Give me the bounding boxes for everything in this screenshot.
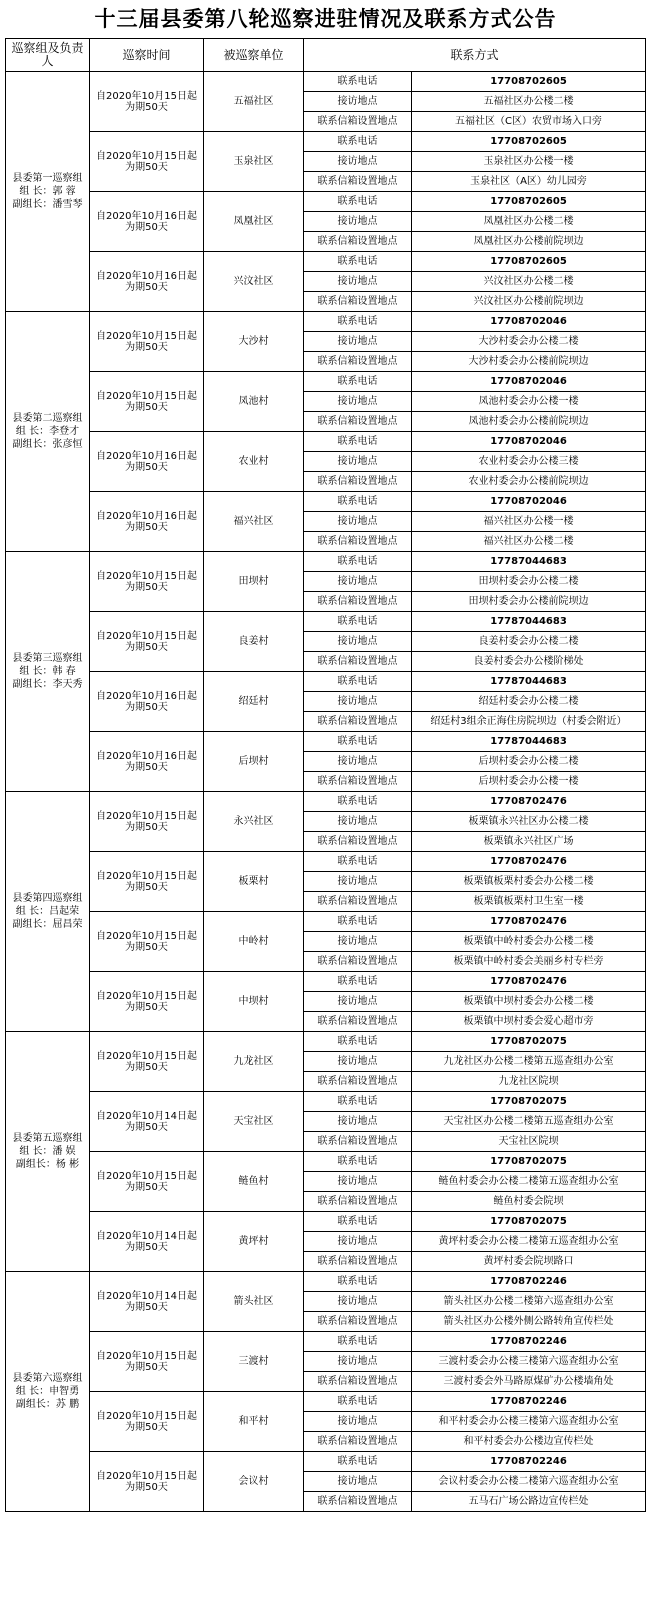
contact-label-cell: 联系信箱设置地点 [304, 892, 412, 912]
inspection-time-line: 自2020年10月15日起 [96, 810, 197, 822]
inspection-time-line: 为期50天 [125, 941, 168, 953]
inspection-time-line: 为期50天 [125, 1241, 168, 1253]
inspection-time-line: 自2020年10月15日起 [96, 1050, 197, 1062]
contact-label-cell: 联系信箱设置地点 [304, 1432, 412, 1452]
contact-phone-cell: 17708702075 [412, 1092, 646, 1112]
header-unit: 被巡察单位 [204, 39, 304, 72]
inspection-time-line: 自2020年10月15日起 [96, 1410, 197, 1422]
visit-location-cell: 凤凰社区办公楼二楼 [412, 212, 646, 232]
contact-label-cell: 联系电话 [304, 972, 412, 992]
contact-label-cell: 联系信箱设置地点 [304, 712, 412, 732]
inspection-time-cell [90, 312, 204, 372]
visit-location-cell: 三渡村委会办公楼三楼第六巡查组办公室 [412, 1352, 646, 1372]
inspected-unit-cell: 田坝村 [204, 552, 304, 612]
table-header-row [6, 39, 646, 72]
visit-location-cell: 黄坪村委会办公楼二楼第五巡查组办公室 [412, 1232, 646, 1252]
inspection-time-line: 为期50天 [125, 581, 168, 593]
contact-label-cell: 联系信箱设置地点 [304, 172, 412, 192]
contact-label-cell: 联系信箱设置地点 [304, 1492, 412, 1512]
contact-label-cell: 接访地点 [304, 1292, 412, 1312]
contact-label-cell: 接访地点 [304, 692, 412, 712]
mailbox-location-cell: 箭头社区办公楼外侧公路转角宣传栏处 [412, 1312, 646, 1332]
visit-location-cell: 板栗镇中坝村委会办公楼二楼 [412, 992, 646, 1012]
contact-label-cell: 接访地点 [304, 92, 412, 112]
inspected-unit-cell: 中岭村 [204, 912, 304, 972]
contact-label-cell: 接访地点 [304, 1352, 412, 1372]
inspected-unit-cell: 兴汶社区 [204, 252, 304, 312]
contact-label-cell: 联系电话 [304, 1152, 412, 1172]
inspected-unit-cell: 和平村 [204, 1392, 304, 1452]
inspected-unit-cell: 板栗村 [204, 852, 304, 912]
contact-phone-cell: 17787044683 [412, 612, 646, 632]
inspected-unit-cell: 五福社区 [204, 72, 304, 132]
contact-label-cell: 联系信箱设置地点 [304, 1252, 412, 1272]
mailbox-location-cell: 大沙村委会办公楼前院坝边 [412, 352, 646, 372]
mailbox-location-cell: 三渡村委会外马路原煤矿办公楼墙角处 [412, 1372, 646, 1392]
mailbox-location-cell: 板栗镇永兴社区广场 [412, 832, 646, 852]
inspection-group-cell [6, 1032, 90, 1272]
contact-phone-cell: 17708702476 [412, 912, 646, 932]
table-row [6, 492, 646, 512]
inspection-time-cell [90, 1092, 204, 1152]
inspection-time-line: 为期50天 [125, 1301, 168, 1313]
inspection-time-cell [90, 1392, 204, 1452]
inspection-time-line: 为期50天 [125, 461, 168, 473]
contact-label-cell: 联系电话 [304, 252, 412, 272]
visit-location-cell: 福兴社区办公楼一楼 [412, 512, 646, 532]
contact-label-cell: 联系信箱设置地点 [304, 292, 412, 312]
inspection-time-line: 为期50天 [125, 1121, 168, 1133]
contact-label-cell: 联系电话 [304, 492, 412, 512]
inspection-time-line: 自2020年10月14日起 [96, 1290, 197, 1302]
inspection-time-line: 自2020年10月15日起 [96, 870, 197, 882]
inspection-time-line: 为期50天 [125, 101, 168, 113]
contact-label-cell: 联系电话 [304, 612, 412, 632]
visit-location-cell: 田坝村委会办公楼二楼 [412, 572, 646, 592]
mailbox-location-cell: 五福社区（C区）农贸市场入口旁 [412, 112, 646, 132]
contact-label-cell: 接访地点 [304, 572, 412, 592]
contact-phone-cell: 17708702075 [412, 1032, 646, 1052]
mailbox-location-cell: 鲢鱼村委会院坝 [412, 1192, 646, 1212]
table-row [6, 972, 646, 992]
table-row [6, 792, 646, 812]
contact-label-cell: 联系信箱设置地点 [304, 112, 412, 132]
inspected-unit-cell: 农业村 [204, 432, 304, 492]
contact-label-cell: 联系电话 [304, 132, 412, 152]
inspection-time-cell [90, 72, 204, 132]
table-row [6, 1272, 646, 1292]
mailbox-location-cell: 和平村委会办公楼边宣传栏处 [412, 1432, 646, 1452]
table-row [6, 672, 646, 692]
contact-label-cell: 联系电话 [304, 852, 412, 872]
table-row [6, 432, 646, 452]
inspection-group-cell [6, 1272, 90, 1512]
mailbox-location-cell: 板栗镇中岭村委会美丽乡村专栏旁 [412, 952, 646, 972]
inspected-unit-cell: 玉泉社区 [204, 132, 304, 192]
inspection-time-line: 为期50天 [125, 521, 168, 533]
group-leader-line: 组 长：潘 娱 [19, 1146, 76, 1157]
inspected-unit-cell: 中坝村 [204, 972, 304, 1032]
mailbox-location-cell: 绍廷村3组余正海住房院坝边（村委会附近） [412, 712, 646, 732]
table-row [6, 372, 646, 392]
mailbox-location-cell: 九龙社区院坝 [412, 1072, 646, 1092]
visit-location-cell: 后坝村委会办公楼二楼 [412, 752, 646, 772]
group-leader-line: 县委第六巡察组 [12, 1373, 83, 1384]
inspection-time-line: 自2020年10月15日起 [96, 930, 197, 942]
inspection-time-line: 自2020年10月15日起 [96, 990, 197, 1002]
contact-label-cell: 联系电话 [304, 732, 412, 752]
contact-label-cell: 联系信箱设置地点 [304, 1192, 412, 1212]
visit-location-cell: 箭头社区办公楼二楼第六巡查组办公室 [412, 1292, 646, 1312]
inspected-unit-cell: 福兴社区 [204, 492, 304, 552]
contact-label-cell: 接访地点 [304, 812, 412, 832]
table-row [6, 732, 646, 752]
header-group: 巡察组及负责人 [6, 39, 90, 72]
inspection-time-cell [90, 972, 204, 1032]
inspection-time-line: 自2020年10月15日起 [96, 330, 197, 342]
inspection-group-cell [6, 312, 90, 552]
group-leader-line: 组 长：郭 蓉 [19, 186, 76, 197]
visit-location-cell: 农业村委会办公楼三楼 [412, 452, 646, 472]
inspection-time-line: 自2020年10月15日起 [96, 1350, 197, 1362]
inspection-group-cell [6, 552, 90, 792]
contact-label-cell: 联系电话 [304, 192, 412, 212]
inspection-time-line: 为期50天 [125, 1481, 168, 1493]
table-row [6, 1332, 646, 1352]
inspection-time-line: 为期50天 [125, 281, 168, 293]
contact-phone-cell: 17708702605 [412, 252, 646, 272]
inspection-time-cell [90, 492, 204, 552]
contact-phone-cell: 17708702476 [412, 852, 646, 872]
contact-phone-cell: 17708702046 [412, 372, 646, 392]
inspection-time-line: 为期50天 [125, 1061, 168, 1073]
inspection-time-cell [90, 1332, 204, 1392]
visit-location-cell: 板栗镇永兴社区办公楼二楼 [412, 812, 646, 832]
inspection-time-cell [90, 1212, 204, 1272]
contact-label-cell: 联系信箱设置地点 [304, 1012, 412, 1032]
mailbox-location-cell: 农业村委会办公楼前院坝边 [412, 472, 646, 492]
inspection-time-line: 为期50天 [125, 761, 168, 773]
table-row [6, 1152, 646, 1172]
inspected-unit-cell: 天宝社区 [204, 1092, 304, 1152]
visit-location-cell: 五福社区办公楼二楼 [412, 92, 646, 112]
contact-label-cell: 联系电话 [304, 1212, 412, 1232]
inspected-unit-cell: 会议村 [204, 1452, 304, 1512]
contact-label-cell: 联系信箱设置地点 [304, 412, 412, 432]
contact-label-cell: 联系电话 [304, 672, 412, 692]
contact-label-cell: 联系电话 [304, 312, 412, 332]
contact-phone-cell: 17787044683 [412, 672, 646, 692]
visit-location-cell: 玉泉社区办公楼一楼 [412, 152, 646, 172]
contact-label-cell: 联系电话 [304, 1332, 412, 1352]
contact-phone-cell: 17708702476 [412, 972, 646, 992]
group-leader-line: 县委第二巡察组 [12, 413, 83, 424]
inspection-time-line: 为期50天 [125, 1361, 168, 1373]
group-leader-line: 副组长：苏 鹏 [15, 1399, 80, 1410]
visit-location-cell: 板栗镇中岭村委会办公楼二楼 [412, 932, 646, 952]
inspection-time-line: 为期50天 [125, 641, 168, 653]
contact-label-cell: 接访地点 [304, 632, 412, 652]
group-leader-line: 县委第五巡察组 [12, 1133, 83, 1144]
inspection-time-line: 自2020年10月15日起 [96, 150, 197, 162]
contact-phone-cell: 17708702605 [412, 192, 646, 212]
table-row [6, 312, 646, 332]
inspection-time-line: 自2020年10月16日起 [96, 270, 197, 282]
contact-label-cell: 联系信箱设置地点 [304, 1372, 412, 1392]
contact-label-cell: 联系信箱设置地点 [304, 532, 412, 552]
contact-phone-cell: 17708702046 [412, 312, 646, 332]
inspection-time-line: 自2020年10月14日起 [96, 1110, 197, 1122]
inspection-group-cell [6, 72, 90, 312]
table-row [6, 132, 646, 152]
visit-location-cell: 良姜村委会办公楼二楼 [412, 632, 646, 652]
contact-label-cell: 接访地点 [304, 1232, 412, 1252]
contact-phone-cell: 17708702246 [412, 1332, 646, 1352]
group-leader-line: 副组长：李天秀 [12, 679, 83, 690]
contact-phone-cell: 17708702046 [412, 492, 646, 512]
inspection-time-line: 为期50天 [125, 221, 168, 233]
inspection-time-line: 自2020年10月15日起 [96, 1470, 197, 1482]
inspected-unit-cell: 凤池村 [204, 372, 304, 432]
inspection-time-line: 自2020年10月16日起 [96, 750, 197, 762]
group-leader-line: 组 长：韩 春 [19, 666, 76, 677]
visit-location-cell: 板栗镇板栗村委会办公楼二楼 [412, 872, 646, 892]
contact-label-cell: 联系电话 [304, 1392, 412, 1412]
table-row [6, 1392, 646, 1412]
inspected-unit-cell: 三渡村 [204, 1332, 304, 1392]
group-leader-line: 副组长：杨 彬 [15, 1159, 80, 1170]
contact-phone-cell: 17708702605 [412, 132, 646, 152]
contact-label-cell: 联系电话 [304, 912, 412, 932]
mailbox-location-cell: 玉泉社区（A区）幼儿园旁 [412, 172, 646, 192]
visit-location-cell: 凤池村委会办公楼一楼 [412, 392, 646, 412]
contact-label-cell: 联系电话 [304, 792, 412, 812]
group-leader-line: 县委第四巡察组 [12, 893, 83, 904]
contact-phone-cell: 17708702046 [412, 432, 646, 452]
visit-location-cell: 会议村委会办公楼二楼第六巡查组办公室 [412, 1472, 646, 1492]
inspected-unit-cell: 绍廷村 [204, 672, 304, 732]
contact-label-cell: 联系信箱设置地点 [304, 1132, 412, 1152]
visit-location-cell: 和平村委会办公楼三楼第六巡查组办公室 [412, 1412, 646, 1432]
group-leader-line: 县委第一巡察组 [12, 173, 83, 184]
group-leader-line: 组 长：申智勇 [15, 1386, 80, 1397]
table-row [6, 192, 646, 212]
inspection-time-line: 为期50天 [125, 161, 168, 173]
inspection-group-cell [6, 792, 90, 1032]
inspection-time-line: 为期50天 [125, 1181, 168, 1193]
mailbox-location-cell: 凤池村委会办公楼前院坝边 [412, 412, 646, 432]
inspection-time-cell [90, 792, 204, 852]
inspected-unit-cell: 黄坪村 [204, 1212, 304, 1272]
inspection-time-cell [90, 1452, 204, 1512]
inspection-time-line: 自2020年10月16日起 [96, 690, 197, 702]
inspection-time-cell [90, 672, 204, 732]
contact-label-cell: 联系信箱设置地点 [304, 232, 412, 252]
inspection-time-line: 自2020年10月15日起 [96, 90, 197, 102]
contact-label-cell: 联系信箱设置地点 [304, 1312, 412, 1332]
visit-location-cell: 九龙社区办公楼二楼第五巡查组办公室 [412, 1052, 646, 1072]
contact-label-cell: 联系电话 [304, 552, 412, 572]
contact-label-cell: 联系电话 [304, 1272, 412, 1292]
inspection-time-cell [90, 1272, 204, 1332]
inspected-unit-cell: 九龙社区 [204, 1032, 304, 1092]
inspection-time-line: 为期50天 [125, 701, 168, 713]
contact-phone-cell: 17787044683 [412, 732, 646, 752]
inspection-time-cell [90, 732, 204, 792]
group-leader-line: 组 长：吕起荣 [15, 906, 80, 917]
mailbox-location-cell: 板栗镇中坝村委会爱心超市旁 [412, 1012, 646, 1032]
mailbox-location-cell: 良姜村委会办公楼阶梯处 [412, 652, 646, 672]
inspected-unit-cell: 良姜村 [204, 612, 304, 672]
group-leader-line: 组 长：李登才 [15, 426, 80, 437]
contact-label-cell: 接访地点 [304, 1472, 412, 1492]
header-time: 巡察时间 [90, 39, 204, 72]
table-row [6, 612, 646, 632]
table-row [6, 552, 646, 572]
inspected-unit-cell: 大沙村 [204, 312, 304, 372]
contact-label-cell: 接访地点 [304, 152, 412, 172]
contact-label-cell: 接访地点 [304, 1172, 412, 1192]
table-row [6, 852, 646, 872]
contact-label-cell: 联系信箱设置地点 [304, 1072, 412, 1092]
visit-location-cell: 兴汶社区办公楼二楼 [412, 272, 646, 292]
inspection-time-line: 为期50天 [125, 1001, 168, 1013]
inspection-time-cell [90, 1152, 204, 1212]
contact-phone-cell: 17708702075 [412, 1212, 646, 1232]
contact-phone-cell: 17708702075 [412, 1152, 646, 1172]
inspection-time-line: 自2020年10月15日起 [96, 570, 197, 582]
inspection-time-line: 自2020年10月16日起 [96, 510, 197, 522]
group-leader-line: 副组长：屈昌荣 [12, 919, 83, 930]
inspection-time-line: 为期50天 [125, 1421, 168, 1433]
contact-label-cell: 接访地点 [304, 392, 412, 412]
contact-phone-cell: 17708702476 [412, 792, 646, 812]
inspection-time-cell [90, 432, 204, 492]
visit-location-cell: 大沙村委会办公楼二楼 [412, 332, 646, 352]
contact-label-cell: 接访地点 [304, 332, 412, 352]
contact-phone-cell: 17708702246 [412, 1272, 646, 1292]
contact-label-cell: 接访地点 [304, 212, 412, 232]
contact-label-cell: 联系信箱设置地点 [304, 772, 412, 792]
contact-label-cell: 接访地点 [304, 932, 412, 952]
contact-label-cell: 接访地点 [304, 1052, 412, 1072]
contact-label-cell: 联系信箱设置地点 [304, 592, 412, 612]
contact-label-cell: 联系电话 [304, 1452, 412, 1472]
table-row [6, 1452, 646, 1472]
contact-phone-cell: 17708702246 [412, 1452, 646, 1472]
mailbox-location-cell: 田坝村委会办公楼前院坝边 [412, 592, 646, 612]
contact-label-cell: 联系信箱设置地点 [304, 952, 412, 972]
table-row [6, 252, 646, 272]
inspection-time-cell [90, 612, 204, 672]
mailbox-location-cell: 凤凰社区办公楼前院坝边 [412, 232, 646, 252]
contact-phone-cell: 17708702246 [412, 1392, 646, 1412]
inspected-unit-cell: 后坝村 [204, 732, 304, 792]
table-row [6, 72, 646, 92]
inspection-time-line: 自2020年10月16日起 [96, 210, 197, 222]
inspection-time-line: 自2020年10月16日起 [96, 450, 197, 462]
contact-label-cell: 接访地点 [304, 752, 412, 772]
table-row [6, 1092, 646, 1112]
visit-location-cell: 绍廷村委会办公楼二楼 [412, 692, 646, 712]
inspection-table [5, 38, 646, 1512]
contact-label-cell: 联系电话 [304, 1092, 412, 1112]
contact-label-cell: 接访地点 [304, 992, 412, 1012]
table-body [6, 72, 646, 1512]
inspection-time-cell [90, 552, 204, 612]
inspected-unit-cell: 永兴社区 [204, 792, 304, 852]
contact-phone-cell: 17708702605 [412, 72, 646, 92]
inspection-time-cell [90, 852, 204, 912]
contact-label-cell: 接访地点 [304, 1112, 412, 1132]
inspection-time-line: 自2020年10月14日起 [96, 1230, 197, 1242]
inspection-time-cell [90, 252, 204, 312]
inspection-time-cell [90, 372, 204, 432]
inspection-time-line: 为期50天 [125, 881, 168, 893]
inspection-time-cell [90, 192, 204, 252]
table-row [6, 1212, 646, 1232]
contact-label-cell: 联系电话 [304, 72, 412, 92]
mailbox-location-cell: 天宝社区院坝 [412, 1132, 646, 1152]
table-row [6, 912, 646, 932]
table-row [6, 1032, 646, 1052]
contact-phone-cell: 17787044683 [412, 552, 646, 572]
contact-label-cell: 联系电话 [304, 432, 412, 452]
contact-label-cell: 联系电话 [304, 372, 412, 392]
inspection-time-line: 自2020年10月15日起 [96, 1170, 197, 1182]
contact-label-cell: 联系电话 [304, 1032, 412, 1052]
visit-location-cell: 天宝社区办公楼二楼第五巡查组办公室 [412, 1112, 646, 1132]
inspection-time-line: 为期50天 [125, 821, 168, 833]
visit-location-cell: 鲢鱼村委会办公楼二楼第五巡查组办公室 [412, 1172, 646, 1192]
contact-label-cell: 联系信箱设置地点 [304, 652, 412, 672]
contact-label-cell: 接访地点 [304, 1412, 412, 1432]
inspection-time-line: 为期50天 [125, 341, 168, 353]
inspection-time-line: 自2020年10月15日起 [96, 390, 197, 402]
inspection-time-line: 自2020年10月15日起 [96, 630, 197, 642]
group-leader-line: 县委第三巡察组 [12, 653, 83, 664]
mailbox-location-cell: 后坝村委会办公楼一楼 [412, 772, 646, 792]
group-leader-line: 副组长：张彦恒 [12, 439, 83, 450]
inspection-time-cell [90, 912, 204, 972]
contact-label-cell: 接访地点 [304, 452, 412, 472]
contact-label-cell: 接访地点 [304, 272, 412, 292]
header-contact: 联系方式 [304, 39, 646, 72]
contact-label-cell: 联系信箱设置地点 [304, 352, 412, 372]
mailbox-location-cell: 板栗镇板栗村卫生室一楼 [412, 892, 646, 912]
contact-label-cell: 联系信箱设置地点 [304, 832, 412, 852]
inspected-unit-cell: 鲢鱼村 [204, 1152, 304, 1212]
inspected-unit-cell: 箭头社区 [204, 1272, 304, 1332]
mailbox-location-cell: 五马石广场公路边宣传栏处 [412, 1492, 646, 1512]
contact-label-cell: 接访地点 [304, 872, 412, 892]
page-title: 十三届县委第八轮巡察进驻情况及联系方式公告 [94, 7, 557, 31]
contact-label-cell: 接访地点 [304, 512, 412, 532]
contact-label-cell: 联系信箱设置地点 [304, 472, 412, 492]
inspection-time-line: 为期50天 [125, 401, 168, 413]
inspected-unit-cell: 凤凰社区 [204, 192, 304, 252]
mailbox-location-cell: 兴汶社区办公楼前院坝边 [412, 292, 646, 312]
mailbox-location-cell: 黄坪村委会院坝路口 [412, 1252, 646, 1272]
inspection-time-cell [90, 1032, 204, 1092]
mailbox-location-cell: 福兴社区办公楼二楼 [412, 532, 646, 552]
group-leader-line: 副组长：潘雪琴 [12, 199, 83, 210]
inspection-time-cell [90, 132, 204, 192]
